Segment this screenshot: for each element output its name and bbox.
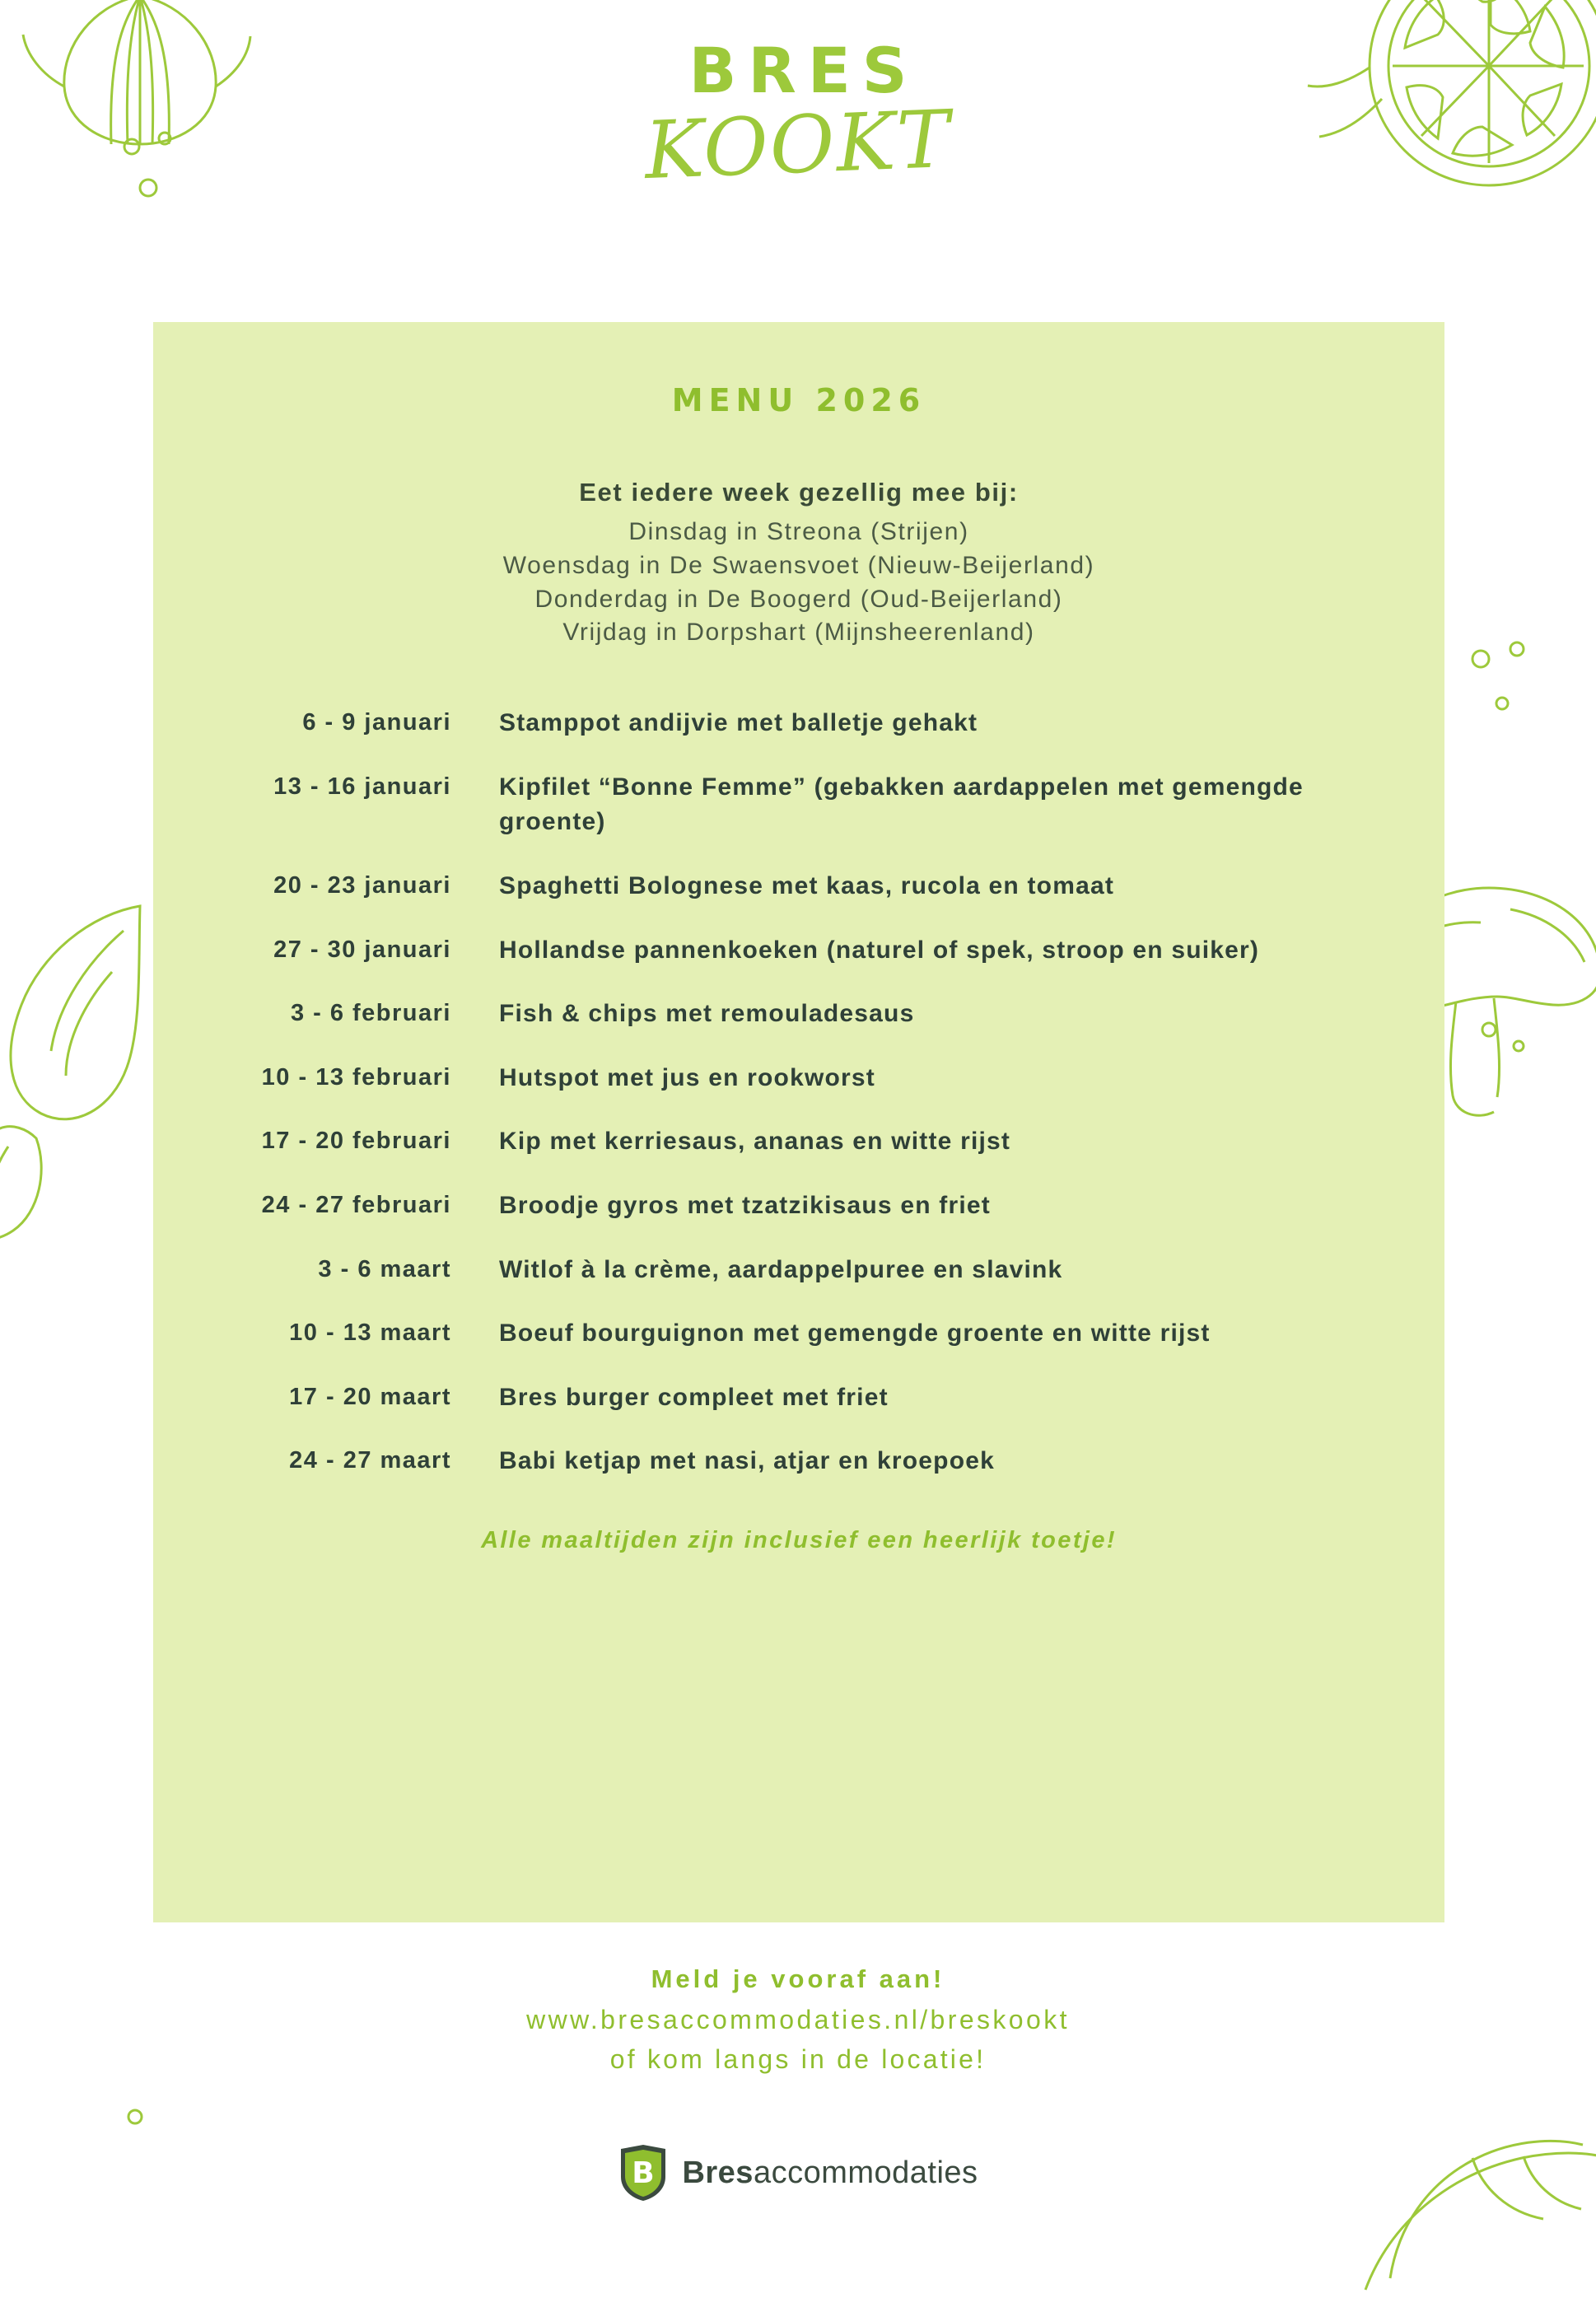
bubbles-illustration [115, 2084, 181, 2150]
menu-dish: Witlof à la crème, aardappelpuree en slavink [499, 1255, 1063, 1283]
menu-dish: Spaghetti Bolognese met kaas, rucola en tomaat [499, 871, 1115, 899]
menu-dish: Broodje gyros met tzatzikisaus en friet [499, 1191, 991, 1219]
intro-heading: Eet iedere week gezellig mee bij: [579, 478, 1019, 507]
menu-row [203, 1061, 1395, 1096]
menu-date: 13 - 16 januari [273, 773, 451, 800]
signup-heading: Meld je vooraf aan! [651, 1964, 945, 1993]
menu-date: 17 - 20 februari [261, 1128, 451, 1155]
menu-date: 3 - 6 maart [318, 1255, 451, 1282]
menu-dish: Boeuf bourguignon met gemengde groente en witte rijst [499, 1319, 1211, 1348]
menu-row [203, 1124, 1395, 1160]
menu-row [203, 1253, 1395, 1288]
brand-name-light: accommodaties [753, 2155, 978, 2190]
brand-name [682, 2156, 978, 2191]
svg-text:B: B [632, 2156, 656, 2190]
intro-location-2: Woensdag in De Swaensvoet (Nieuw-Beijerland) [502, 551, 1095, 579]
menu-row [203, 869, 1395, 904]
shield-icon [618, 2144, 669, 2202]
menu-date: 10 - 13 februari [261, 1063, 451, 1091]
menu-row [203, 997, 1395, 1032]
menu-panel [153, 322, 1444, 1922]
signup-subtext: of kom langs in de locatie! [609, 2044, 987, 2074]
menu-dish: Hollandse pannenkoeken (naturel of spek, stroop en suiker) [499, 936, 1260, 964]
menu-dish: Hutspot met jus en rookworst [499, 1063, 875, 1091]
logo-title-kookt: KOOKT [642, 92, 954, 198]
brand-footer-logo [0, 2144, 1596, 2202]
logo-title-bres: BRES [688, 34, 919, 107]
brand-logo-header [0, 34, 1596, 198]
menu-dish: Babi ketjap met nasi, atjar en kroepoek [499, 1447, 996, 1475]
menu-date: 24 - 27 maart [289, 1447, 451, 1474]
menu-date: 17 - 20 maart [289, 1383, 451, 1410]
menu-dish: Bres burger compleet met friet [499, 1383, 889, 1411]
menu-row [203, 1316, 1395, 1352]
intro-location-1: Dinsdag in Streona (Strijen) [628, 518, 969, 545]
menu-row [203, 1380, 1395, 1416]
menu-dish: Stamppot andijvie met balletje gehakt [499, 709, 978, 737]
menu-dish: Kip met kerriesaus, ananas en witte rijst [499, 1128, 1011, 1156]
menu-date: 10 - 13 maart [289, 1319, 451, 1347]
signup-block [0, 1964, 1596, 2075]
menu-date: 27 - 30 januari [273, 936, 451, 963]
intro-location-3: Donderdag in De Boogerd (Oud-Beijerland) [534, 585, 1063, 613]
menu-date: 6 - 9 januari [302, 709, 451, 736]
menu-row [203, 1189, 1395, 1224]
lettuce-illustration [0, 881, 165, 1244]
menu-dish: Fish & chips met remouladesaus [499, 1000, 915, 1028]
signup-url[interactable]: www.bresaccommodaties.nl/breskookt [526, 2005, 1070, 2034]
intro-location-4: Vrijdag in Dorpshart (Mijnsheerenland) [562, 619, 1035, 647]
menu-date: 3 - 6 februari [290, 1000, 451, 1027]
intro-block [153, 478, 1444, 650]
menu-row [203, 770, 1395, 840]
dessert-note: Alle maaltijden zijn inclusief een heerlijk toetje! [481, 1526, 1117, 1553]
bubbles-illustration [1456, 634, 1555, 733]
menu-row [203, 1444, 1395, 1479]
bubbles-illustration [1472, 1013, 1547, 1087]
menu-dish: Kipfilet “Bonne Femme” (gebakken aardappelen met gemengde groente) [499, 773, 1304, 836]
page-title: MENU 2026 [671, 382, 926, 418]
brand-name-bold: Bres [682, 2155, 754, 2190]
menu-date: 24 - 27 februari [261, 1191, 451, 1218]
menu-list [153, 706, 1444, 1479]
menu-row [203, 933, 1395, 969]
menu-row [203, 706, 1395, 741]
menu-date: 20 - 23 januari [273, 871, 451, 899]
